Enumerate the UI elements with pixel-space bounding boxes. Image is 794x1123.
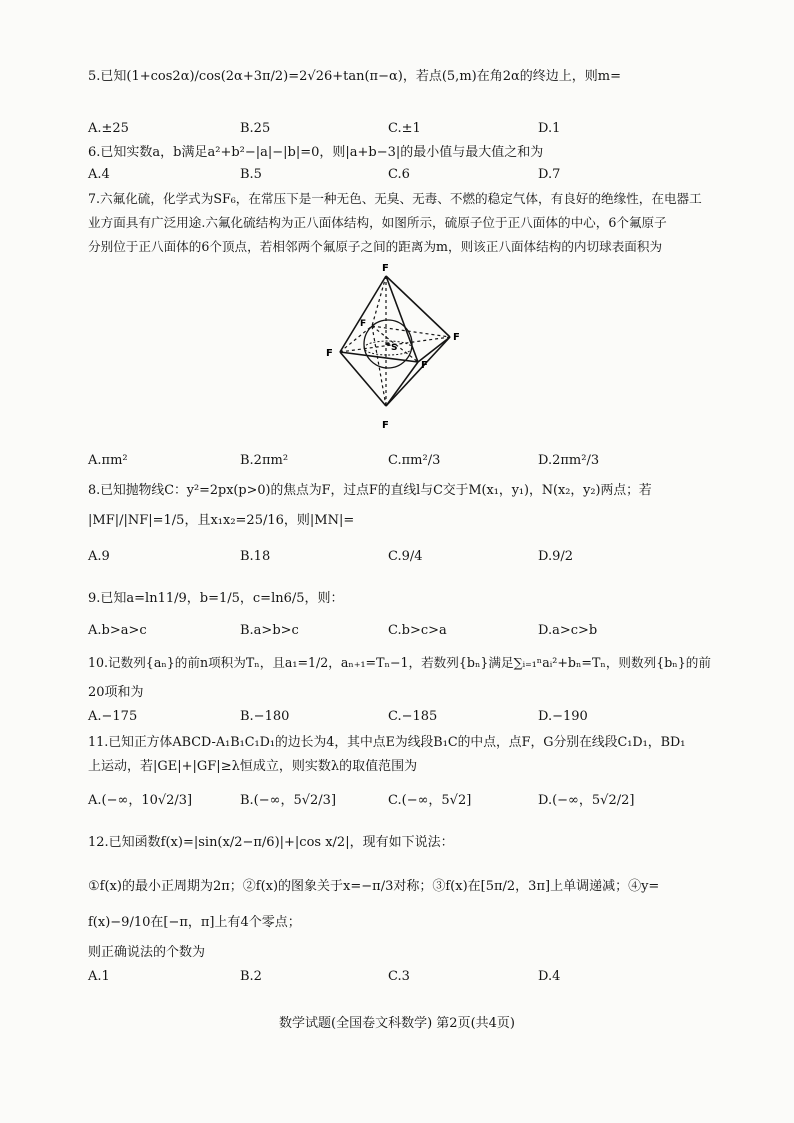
q12-question: 则正确说法的个数为 bbox=[88, 945, 206, 960]
q6-stem: 6.已知实数a，b满足a²+b²−|a|−|b|=0，则|a+b−3|的最小值与最大值之和为 bbox=[88, 145, 544, 160]
q11-option-c: C.(−∞，5√2] bbox=[388, 793, 472, 808]
q12-stem: 12.已知函数f(x)=|sin(x/2−π/6)|+|cos x/2|，现有如下说法： bbox=[88, 835, 454, 850]
figure-label-f-front: F bbox=[421, 360, 428, 371]
q6-option-b: B.5 bbox=[240, 167, 262, 182]
q7-option-d: D.2πm²/3 bbox=[538, 453, 600, 468]
q8-option-b: B.18 bbox=[240, 549, 271, 564]
page-footer: 数学试题(全国卷文科数学) 第2页(共4页) bbox=[279, 1016, 515, 1031]
q8-options bbox=[88, 548, 728, 566]
q6-option-d: D.7 bbox=[538, 167, 561, 182]
q11-option-a: A.(−∞，10√2/3] bbox=[88, 793, 193, 808]
q9-option-c: C.b>c>a bbox=[388, 623, 447, 638]
q10-option-c: C.−185 bbox=[388, 709, 438, 724]
q12-option-b: B.2 bbox=[240, 969, 262, 984]
figure-label-f-left: F bbox=[326, 348, 333, 359]
figure-label-f-top: F bbox=[382, 263, 389, 274]
q5-option-c: C.±1 bbox=[388, 121, 421, 136]
figure-label-s-center: S bbox=[391, 343, 398, 353]
q5-stem: 5.已知(1+cos2α)/cos(2α+3π/2)=2√26+tan(π−α)，若点(5,m)在角2α的终边上，则m= bbox=[88, 69, 621, 84]
q11-option-d: D.(−∞，5√2/2] bbox=[538, 793, 635, 808]
q9-option-d: D.a>c>b bbox=[538, 623, 598, 638]
octahedron-figure bbox=[320, 258, 470, 434]
q7-option-b: B.2πm² bbox=[240, 453, 289, 468]
q8-stem-line-1: 8.已知抛物线C：y²=2px(p>0)的焦点为F，过点F的直线l与C交于M(x₁，y₁)，N(x₂，y₂)两点；若 bbox=[88, 483, 652, 498]
q12-option-a: A.1 bbox=[88, 969, 110, 984]
q8-option-d: D.9/2 bbox=[538, 549, 574, 564]
q6-options bbox=[88, 166, 728, 184]
q10-stem-line-2: 20项和为 bbox=[88, 685, 144, 700]
q7-stem-line-1: 7.六氟化硫，化学式为SF₆，在常压下是一种无色、无臭、无毒、不燃的稳定气体，有良好的绝缘性，在电器工 bbox=[88, 191, 702, 206]
q5-option-a: A.±25 bbox=[88, 121, 129, 136]
figure-label-f-back: F bbox=[360, 319, 367, 329]
figure-label-f-right: F bbox=[453, 332, 460, 343]
q7-stem-line-3: 分别位于正八面体的6个顶点，若相邻两个氟原子之间的距离为m，则该正八面体结构的内切球表面积为 bbox=[88, 239, 663, 254]
q7-option-a: A.πm² bbox=[88, 453, 128, 468]
q12-statement-line-2: f(x)−9/10在[−π，π]上有4个零点； bbox=[88, 915, 301, 930]
q10-option-a: A.−175 bbox=[88, 709, 138, 724]
figure-label-f-bottom: F bbox=[382, 420, 389, 431]
q12-statement-line-1: ①f(x)的最小正周期为2π；②f(x)的图象关于x=−π/3对称；③f(x)在[5π/2，3π]上单调递减；④y= bbox=[88, 879, 660, 894]
q9-option-a: A.b>a>c bbox=[88, 623, 147, 638]
q5-option-d: D.1 bbox=[538, 121, 561, 136]
q8-option-c: C.9/4 bbox=[388, 549, 423, 564]
q6-option-c: C.6 bbox=[388, 167, 410, 182]
q7-options bbox=[88, 452, 728, 470]
q11-options bbox=[88, 792, 728, 810]
q8-option-a: A.9 bbox=[88, 549, 110, 564]
q11-stem-line-2: 上运动，若|GE|+|GF|≥λ恒成立，则实数λ的取值范围为 bbox=[88, 759, 418, 774]
q12-options bbox=[88, 968, 728, 986]
q5-option-b: B.25 bbox=[240, 121, 271, 136]
q11-stem-line-1: 11.已知正方体ABCD-A₁B₁C₁D₁的边长为4，其中点E为线段B₁C的中点，点F，G分别在线段C₁D₁，BD₁ bbox=[88, 735, 686, 750]
q11-option-b: B.(−∞，5√2/3] bbox=[240, 793, 337, 808]
q10-stem-line-1: 10.记数列{aₙ}的前n项积为Tₙ，且a₁=1/2，aₙ₊₁=Tₙ−1，若数列{bₙ}满足∑ᵢ₌₁ⁿaᵢ²+bₙ=Tₙ，则数列{bₙ}的前 bbox=[88, 655, 711, 670]
q9-options bbox=[88, 622, 728, 640]
q7-stem-line-2: 业方面具有广泛用途.六氟化硫结构为正八面体结构，如图所示，硫原子位于正八面体的中心，6个氟原子 bbox=[88, 215, 667, 230]
q5-options bbox=[88, 120, 728, 138]
q6-option-a: A.4 bbox=[88, 167, 110, 182]
q8-stem-line-2: |MF|/|NF|=1/5，且x₁x₂=25/16，则|MN|= bbox=[88, 513, 355, 528]
q12-option-c: C.3 bbox=[388, 969, 410, 984]
q12-option-d: D.4 bbox=[538, 969, 561, 984]
q9-stem: 9.已知a=ln11/9，b=1/5，c=ln6/5，则： bbox=[88, 591, 344, 606]
q9-option-b: B.a>b>c bbox=[240, 623, 299, 638]
q10-options bbox=[88, 708, 728, 726]
q10-option-d: D.−190 bbox=[538, 709, 588, 724]
q7-option-c: C.πm²/3 bbox=[388, 453, 441, 468]
q10-option-b: B.−180 bbox=[240, 709, 290, 724]
